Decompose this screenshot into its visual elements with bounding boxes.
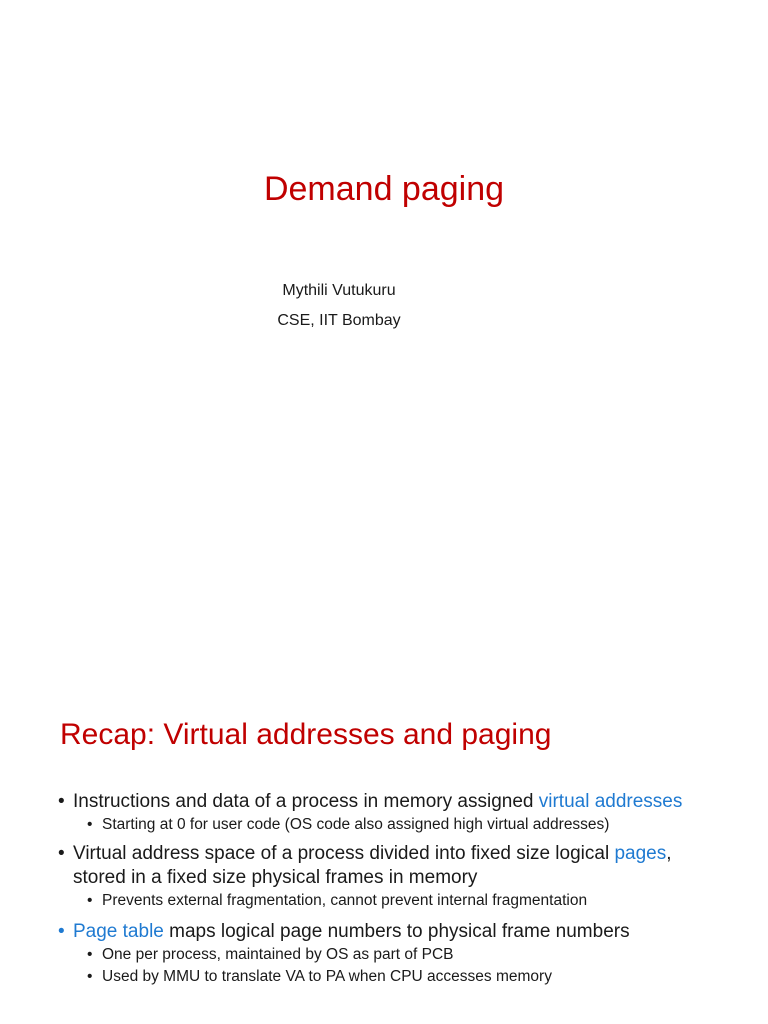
bullet-text: Virtual address space of a process divided into fixed size logical xyxy=(73,843,615,864)
sub-bullet-item xyxy=(58,966,748,988)
author-block xyxy=(0,276,678,336)
bullet-item xyxy=(58,920,748,944)
recap-slide xyxy=(0,700,768,1024)
bullet-text: Instructions and data of a process in memory assigned xyxy=(73,791,539,812)
bullet-dot: • xyxy=(87,968,93,985)
author-affiliation: CSE, IIT Bombay xyxy=(277,312,401,329)
bullet-dot: • xyxy=(58,791,65,812)
bullet-text-after: maps logical page numbers to physical frame numbers xyxy=(163,921,630,942)
bullet-item xyxy=(58,842,748,890)
bullet-highlight: pages xyxy=(614,843,667,864)
bullet-list xyxy=(58,790,748,988)
sub-bullet-item xyxy=(58,890,748,912)
sub-bullet-item xyxy=(58,814,748,836)
bullet-dot: • xyxy=(58,921,65,942)
bullet-text-line2: stored in a fixed size physical frames in memory xyxy=(73,867,478,888)
sub-bullet-text: Starting at 0 for user code (OS code also assigned high virtual addresses) xyxy=(102,816,610,833)
slide-title: Demand paging xyxy=(263,170,505,208)
bullet-highlight: virtual addresses xyxy=(538,791,683,812)
sub-bullet-text: One per process, maintained by OS as part of PCB xyxy=(102,946,454,963)
bullet-dot: • xyxy=(58,843,65,864)
bullet-text-after: , xyxy=(666,843,672,864)
bullet-dot: • xyxy=(87,816,93,833)
sub-bullet-item xyxy=(58,944,748,966)
author-name: Mythili Vutukuru xyxy=(282,282,396,299)
sub-bullet-text: Prevents external fragmentation, cannot prevent internal fragmentation xyxy=(102,892,588,909)
bullet-item xyxy=(58,790,748,814)
bullet-dot: • xyxy=(87,946,93,963)
slide-title: Recap: Virtual addresses and paging xyxy=(60,718,552,751)
bullet-highlight: Page table xyxy=(73,921,164,942)
bullet-dot: • xyxy=(87,892,93,909)
sub-bullet-text: Used by MMU to translate VA to PA when CPU accesses memory xyxy=(102,968,552,985)
